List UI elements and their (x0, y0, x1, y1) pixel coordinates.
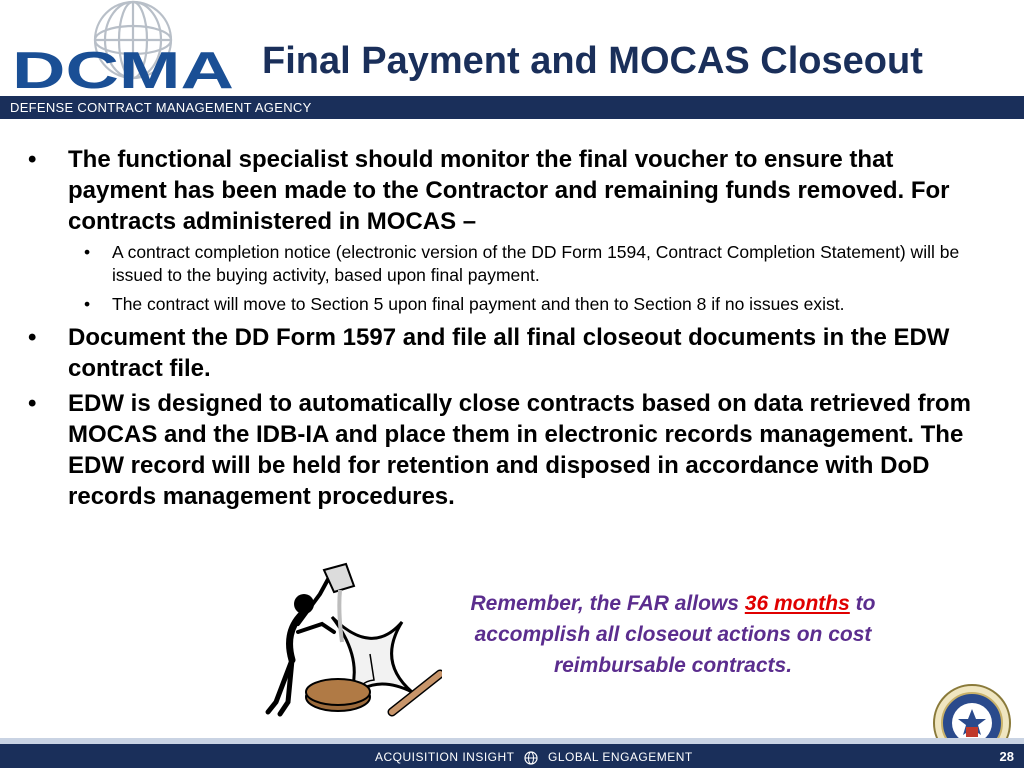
footer-right-text: GLOBAL ENGAGEMENT (547, 750, 693, 764)
footer-bar (0, 744, 1024, 768)
page-title: Final Payment and MOCAS Closeout (262, 40, 923, 82)
page-number: 28 (999, 749, 1014, 764)
note-text-after: to accomplish all closeout actions on cost reimbursable contracts. (474, 592, 876, 677)
bullet-1-text: The functional specialist should monitor the final voucher to ensure that payment has been made to the Contractor and remaining funds removed. For contracts administered in MOCAS – (68, 146, 950, 235)
agency-name: DEFENSE CONTRACT MANAGEMENT AGENCY (10, 100, 312, 115)
footer-left-text: ACQUISITION INSIGHT (375, 750, 515, 764)
bullet-2-text: Document the DD Form 1597 and file all final closeout documents in the EDW contract file. (68, 324, 950, 382)
logo-text: DCMA (12, 42, 234, 92)
globe-icon (524, 751, 538, 765)
note-highlight: 36 months (744, 592, 850, 615)
hourglass-figure-clipart (262, 562, 442, 722)
footer-tagline (375, 750, 693, 765)
sub-bullet-2-text: The contract will move to Section 5 upon final payment and then to Section 8 if no issues exist. (112, 294, 845, 314)
far-note (448, 588, 898, 681)
sub-bullet-1: • A contract completion notice (electronic version of the DD Form 1594, Contract Completion Statement) will be issued to the buying activity, based upon final payment. (84, 242, 960, 285)
bullet-3-text: EDW is designed to automatically close contracts based on data retrieved from MOCAS and the IDB-IA and place them in electronic records management. The EDW record will be held for retention and disposed in accordance with DoD records management procedures. (68, 390, 971, 510)
note-text-before: Remember, the FAR allows (470, 592, 745, 615)
bullet-2: • Document the DD Form 1597 and file all final closeout documents in the EDW contract file. (28, 324, 950, 382)
slide-content (28, 144, 994, 516)
agency-bar (0, 96, 1024, 119)
dcma-logo (8, 0, 240, 92)
sub-bullet-2: • The contract will move to Section 5 upon final payment and then to Section 8 if no issues exist. (84, 294, 845, 314)
bullet-1: • The functional specialist should monitor the final voucher to ensure that payment has been made to the Contractor and remaining funds removed. For contracts administered in MOCAS – (28, 146, 950, 235)
bullet-3: • EDW is designed to automatically close contracts based on data retrieved from MOCAS and the IDB-IA and place them in electronic records management. The EDW record will be held for retention and disposed in accordance with DoD records management procedures. (28, 390, 971, 510)
sub-bullet-1-text: A contract completion notice (electronic version of the DD Form 1594, Contract Completion Statement) will be issued to the buying activity, based upon final payment. (112, 242, 960, 285)
